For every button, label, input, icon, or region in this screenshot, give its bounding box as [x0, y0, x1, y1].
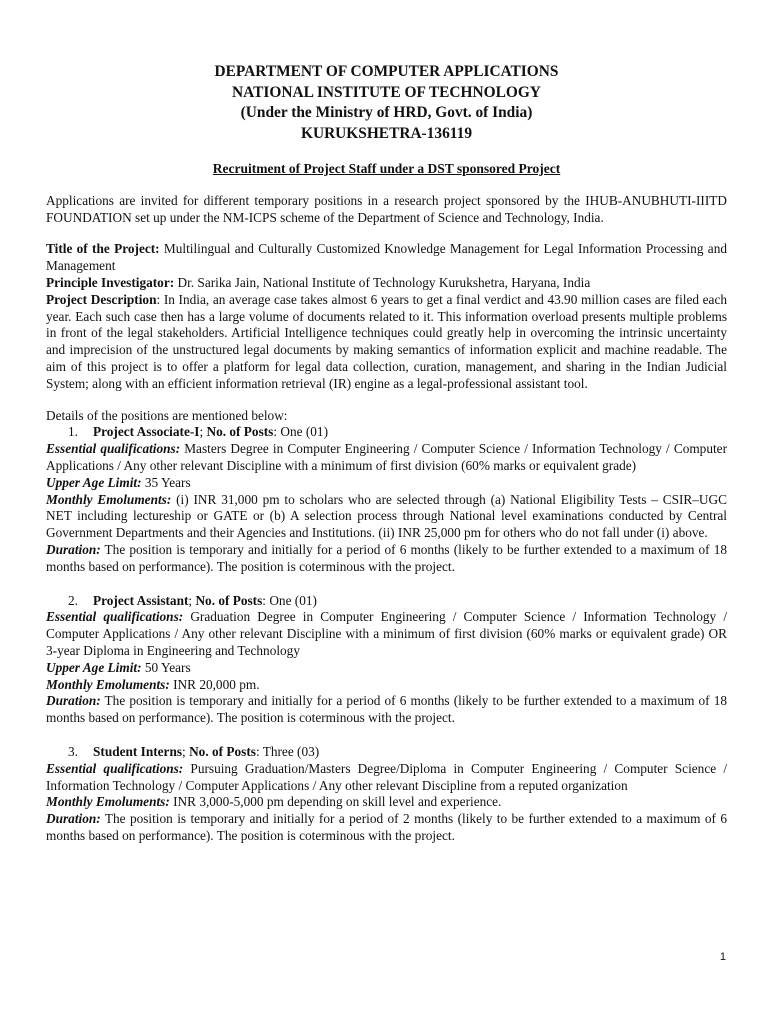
project-title-value: Multilingual and Culturally Customized Knowledge Management for Legal Information Processing and Management — [46, 241, 727, 274]
qualification-value: Masters Degree in Computer Engineering / Computer Science / Information Technology / Computer Applications / Any other relevant Discipline with a minimum of first division (60% marks or equivalent grade) — [46, 441, 728, 473]
position-number: 1. — [68, 424, 78, 440]
project-title-label: Title of the Project: — [46, 241, 160, 257]
page-number: 1 — [719, 951, 726, 963]
position-number: 3. — [68, 743, 78, 759]
qualification-label: Essential qualifications: — [46, 760, 184, 776]
duration-label: Duration: — [46, 811, 101, 827]
description-label: Project Description — [46, 291, 157, 307]
document-page — [46, 62, 727, 845]
age-value: 35 Years — [141, 474, 191, 490]
duration-value: The position is temporary and initially for a period of 2 months (likely to be further extended to a maximum of 6 months based on performance). The position is coterminous with the project. — [46, 811, 727, 843]
posts-value: : Three (03) — [255, 743, 320, 759]
emoluments — [46, 677, 727, 694]
emoluments-value: (i) INR 31,000 pm to scholars who are selected through (a) National Eligibility Tests – CSIR–UGC NET including lectureship or GATE or (b) A selection process through National level examinations conducted by Central Government Departments and their Agencies and Institutions. (ii) INR 25,000 pm for others who do not fall under (i) above. — [46, 491, 727, 541]
posts-label: No. of Posts — [206, 424, 274, 440]
age-value: 50 Years — [141, 659, 191, 675]
project-title — [46, 241, 727, 275]
qualification — [46, 441, 727, 475]
position-heading: 3. Student Interns; No. of Posts: Three (03) — [68, 743, 320, 759]
age-limit — [46, 660, 727, 677]
position-title: Project Associate-I — [93, 424, 200, 440]
details-intro: Details of the positions are mentioned below: — [46, 407, 288, 423]
duration — [46, 542, 727, 576]
posts-value: : One (01) — [273, 424, 329, 440]
emoluments-label: Monthly Emoluments: — [46, 676, 170, 692]
position-title: Student Interns — [93, 743, 183, 759]
pi-label: Principle Investigator: — [46, 274, 175, 290]
position-title: Project Assistant — [93, 592, 189, 608]
emoluments-label: Monthly Emoluments: — [46, 794, 170, 810]
pi-value: Dr. Sarika Jain, National Institute of Technology Kurukshetra, Haryana, India — [174, 274, 591, 290]
emoluments — [46, 794, 727, 811]
duration — [46, 693, 727, 727]
qualification-value: Graduation Degree in Computer Engineering / Computer Science / Information Technology / Computer Applications / Any other relevant Discipline with a minimum of first division (60% marks or equivalent grade) OR 3-year Diploma in Engineering and Technology — [46, 609, 728, 658]
position-heading: 2. Project Assistant; No. of Posts: One (01) — [68, 592, 317, 608]
age-label: Upper Age Limit: — [46, 474, 142, 490]
qualification-label: Essential qualifications: — [46, 441, 181, 457]
position-2 — [46, 593, 727, 727]
department-name: DEPARTMENT OF COMPUTER APPLICATIONS — [214, 63, 559, 80]
duration-label: Duration: — [46, 541, 101, 557]
location-line: KURUKSHETRA-136119 — [300, 124, 473, 142]
emoluments — [46, 492, 727, 542]
duration-value: The position is temporary and initially for a period of 6 months (likely to be further extended to a maximum of 18 months based on performance). The position is coterminous with the project. — [46, 541, 727, 574]
emoluments-label: Monthly Emoluments: — [46, 491, 172, 507]
qualification-label: Essential qualifications: — [46, 609, 184, 625]
description-value: : In India, an average case takes almost 6 years to get a final verdict and 43.90 million cases are filed each year. Each such case then has a large volume of documents related to it. This information overload presents multiple problems in front of the legal stakeholders. Artificial Intelligence techniques could greatly help in overcoming the intrinsic uncertainty and imprecision of the unstructured legal documents by making semantics of information explicit and machine readable. The aim of this project is to offer a platform for legal data collection, curation, management, and sharing in the Indian Judicial System; along with an efficient information retrieval (IR) engine as a legal-professional assistant tool. — [46, 291, 728, 391]
project-info — [46, 241, 727, 392]
ministry-line: (Under the Ministry of HRD, Govt. of India) — [240, 104, 533, 121]
principal-investigator — [46, 275, 727, 292]
position-3 — [46, 744, 727, 845]
institute-name: NATIONAL INSTITUTE OF TECHNOLOGY — [232, 83, 541, 101]
project-description — [46, 292, 727, 393]
qualification — [46, 609, 727, 659]
qualification — [46, 761, 727, 795]
intro-paragraph: Applications are invited for different temporary positions in a research project sponsored by the IHUB-ANUBHUTI-IIITD FOUNDATION set up under the NM-ICPS scheme of the Department of Science and Technology, India. — [46, 192, 727, 225]
duration-label: Duration: — [46, 693, 101, 709]
document-subtitle: Recruitment of Project Staff under a DST sponsored Project — [212, 161, 561, 176]
emoluments-value: INR 20,000 pm. — [169, 676, 260, 692]
position-number: 2. — [68, 592, 78, 608]
posts-value: : One (01) — [262, 592, 317, 608]
posts-label: No. of Posts — [189, 743, 256, 759]
emoluments-value: INR 3,000-5,000 pm depending on skill level and experience. — [169, 794, 502, 810]
duration-value: The position is temporary and initially for a period of 6 months (likely to be further extended to a maximum of 18 months based on performance). The position is coterminous with the project. — [46, 693, 727, 726]
position-heading: 1. Project Associate-I; No. of Posts: One (01) — [68, 424, 329, 440]
document-header — [46, 62, 727, 144]
qualification-value: Pursuing Graduation/Masters Degree/Diploma in Computer Engineering / Computer Science / Information Technology / Computer Applications / Any other relevant Discipline from a reputed organization — [46, 760, 728, 793]
age-label: Upper Age Limit: — [46, 659, 142, 675]
posts-label: No. of Posts — [195, 592, 263, 608]
duration — [46, 811, 727, 845]
age-limit — [46, 475, 727, 492]
position-1 — [46, 424, 727, 575]
